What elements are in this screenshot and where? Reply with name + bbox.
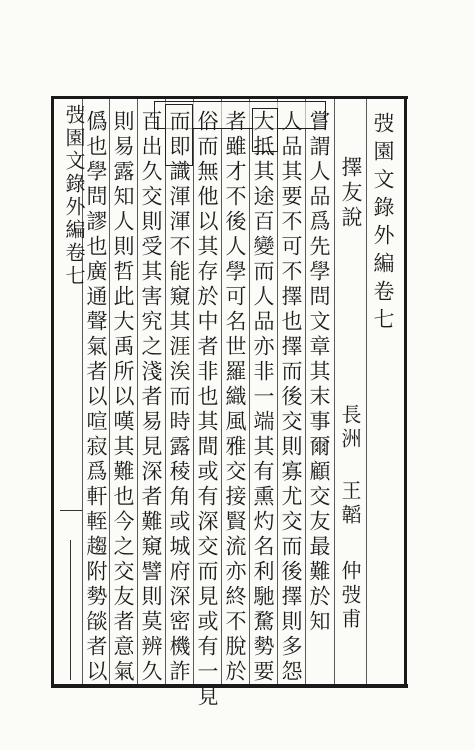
text-column-6: 而即識渾渾不能窺其涯涘而時露稜角或城府深密機詐 xyxy=(167,110,191,685)
text-column-2: 人品其要不可不擇也擇而後交則寡尤交而後擇則多怨 xyxy=(279,110,303,685)
author-name: 王韜 xyxy=(338,480,362,528)
column-rule xyxy=(277,99,278,684)
text-column-5: 俗而無他以其存於中者非也其間或有深交而見或有一見 xyxy=(195,110,219,710)
column-rule xyxy=(305,99,306,684)
column-rule xyxy=(109,99,110,684)
text-column-3: 大抵其途百變而人品亦非一端其有熏灼名利馳騖勢要 xyxy=(251,110,275,685)
spine-label xyxy=(60,104,89,288)
column-rule xyxy=(193,99,194,684)
spine-line xyxy=(70,540,71,680)
text-column-7: 百出久交則受其害究之淺者易見深者難窺譬則莫辨久 xyxy=(139,110,163,685)
text-column-1: 嘗謂人品爲先學問文章其末事爾顧交友最難於知 xyxy=(307,110,331,635)
running-title: 弢園文錄外編卷七 xyxy=(371,112,395,336)
frame-left-border xyxy=(51,96,54,688)
column-rule xyxy=(249,99,250,684)
essay-title: 擇友說 xyxy=(339,156,363,231)
author-style-name: 仲弢甫 xyxy=(338,560,362,632)
column-rule xyxy=(165,99,166,684)
spine-title: 弢園文錄外編 xyxy=(62,104,86,242)
column-rule xyxy=(137,99,138,684)
author-place: 長洲 xyxy=(338,404,362,452)
text-column-9: 僞也學問謬也廣通聲氣者以喧寂爲軒輊趨附勢燄者以 xyxy=(84,110,108,685)
text-column-4: 者雖才不後人學可名世羅織風雅交接賢流亦終不脫於 xyxy=(223,110,247,685)
column-rule xyxy=(334,99,335,684)
text-column-8: 則易露知人則哲此大禹所以嘆其難也今之交友者意氣 xyxy=(111,110,135,685)
spine-tick-mark xyxy=(60,510,82,511)
frame-top-border xyxy=(52,96,408,99)
spine-volume: 卷七 xyxy=(62,242,86,288)
frame-right-border xyxy=(404,96,407,688)
column-rule xyxy=(221,99,222,684)
column-rule xyxy=(366,99,367,684)
